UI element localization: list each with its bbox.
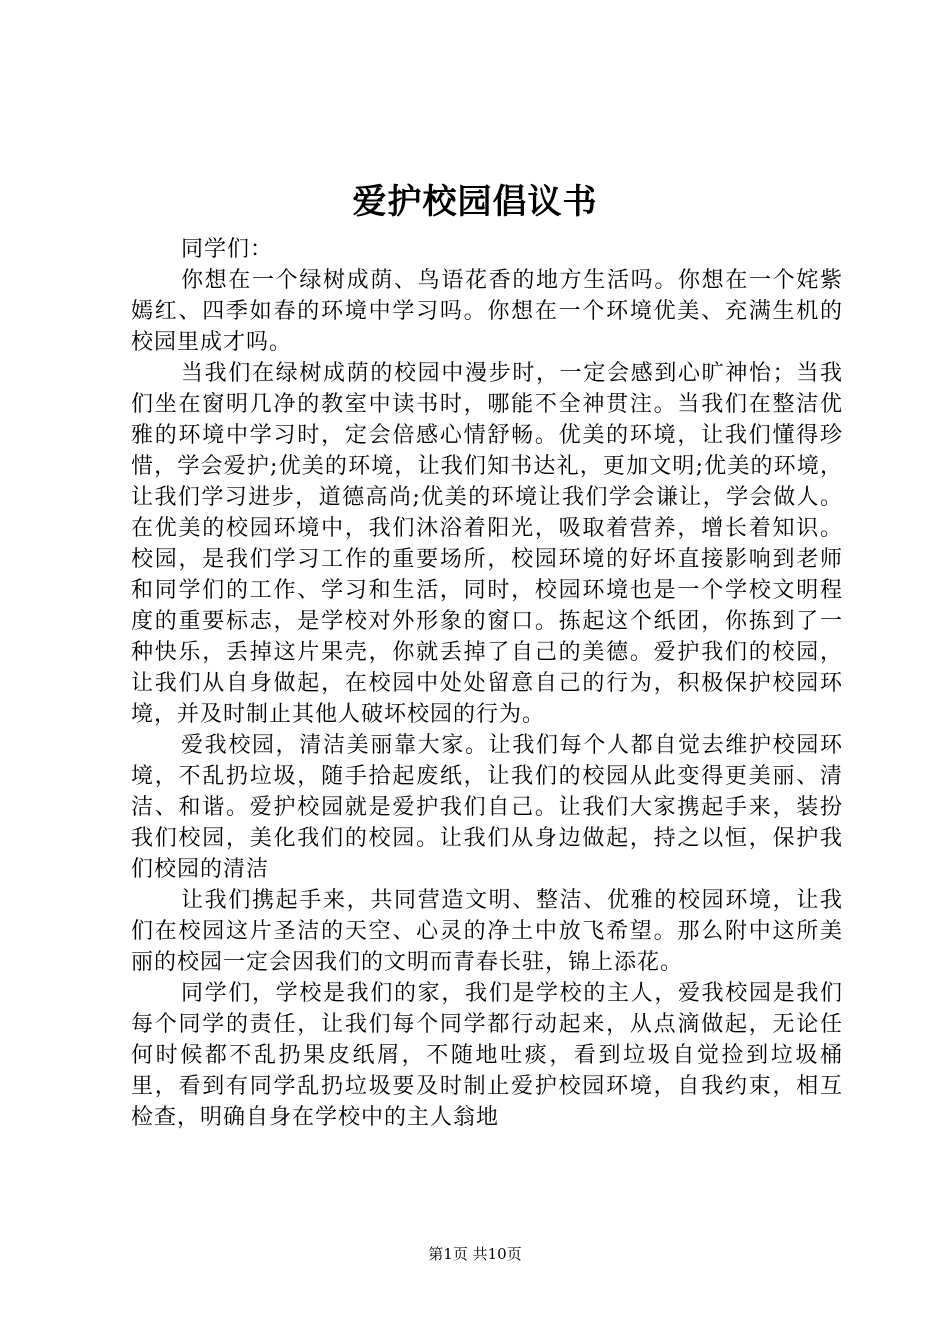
paragraph: 同学们，学校是我们的家，我们是学校的主人，爱我校园是我们每个同学的责任，让我们每个同学都行动起来，从点滴做起，无论任何时候都不乱扔果皮纸屑，不随地吐痰，看到垃圾自觉捡到垃圾桶里，看到有同学乱扔垃圾要及时制止爱护校园环境，自我约束，相互检查，明确自身在学校中的主人翁地 [131, 981, 843, 1130]
document-body [131, 234, 843, 1133]
document-title: 爱护校园倡议书 [352, 182, 598, 222]
paragraph: 当我们在绿树成荫的校园中漫步时，一定会感到心旷神怡；当我们坐在窗明几净的教室中读书时，哪能不全神贯注。当我们在整洁优雅的环境中学习时，定会倍感心情舒畅。优美的环境，让我们懂得珍惜，学会爱护;优美的环境，让我们知书达礼，更加文明;优美的环境，让我们学习进步，道德高尚;优美的环境让我们学会谦让，学会做人。在优美的校园环境中，我们沐浴着阳光，吸取着营养，增长着知识。校园，是我们学习工作的重要场所，校园环境的好坏直接影响到老师和同学们的工作、学习和生活，同时，校园环境也是一个学校文明程度的重要标志，是学校对外形象的窗口。拣起这个纸团，你拣到了一种快乐，丢掉这片果壳，你就丢掉了自己的美德。爱护我们的校园，让我们从自身做起，在校园中处处留意自己的行为，积极保护校园环境，并及时制止其他人破坏校园的行为。 [131, 361, 843, 727]
paragraph: 你想在一个绿树成荫、鸟语花香的地方生活吗。你想在一个姹紫嫣红、四季如春的环境中学习吗。你想在一个环境优美、充满生机的校园里成才吗。 [131, 268, 843, 355]
paragraph: 爱我校园，清洁美丽靠大家。让我们每个人都自觉去维护校园环境，不乱扔垃圾，随手拾起废纸，让我们的校园从此变得更美丽、清洁、和谐。爱护校园就是爱护我们自己。让我们大家携起手来，装扮我们校园，美化我们的校园。让我们从身边做起，持之以恒，保护我们校园的清洁 [131, 733, 843, 882]
page-number-footer: 第1页 共10页 [428, 1245, 522, 1263]
paragraph-salutation: 同学们： [181, 237, 274, 262]
paragraph: 让我们携起手来，共同营造文明、整洁、优雅的校园环境，让我们在校园这片圣洁的天空、心灵的净土中放飞希望。那么附中这所美丽的校园一定会因我们的文明而青春长驻，锦上添花。 [131, 888, 843, 975]
